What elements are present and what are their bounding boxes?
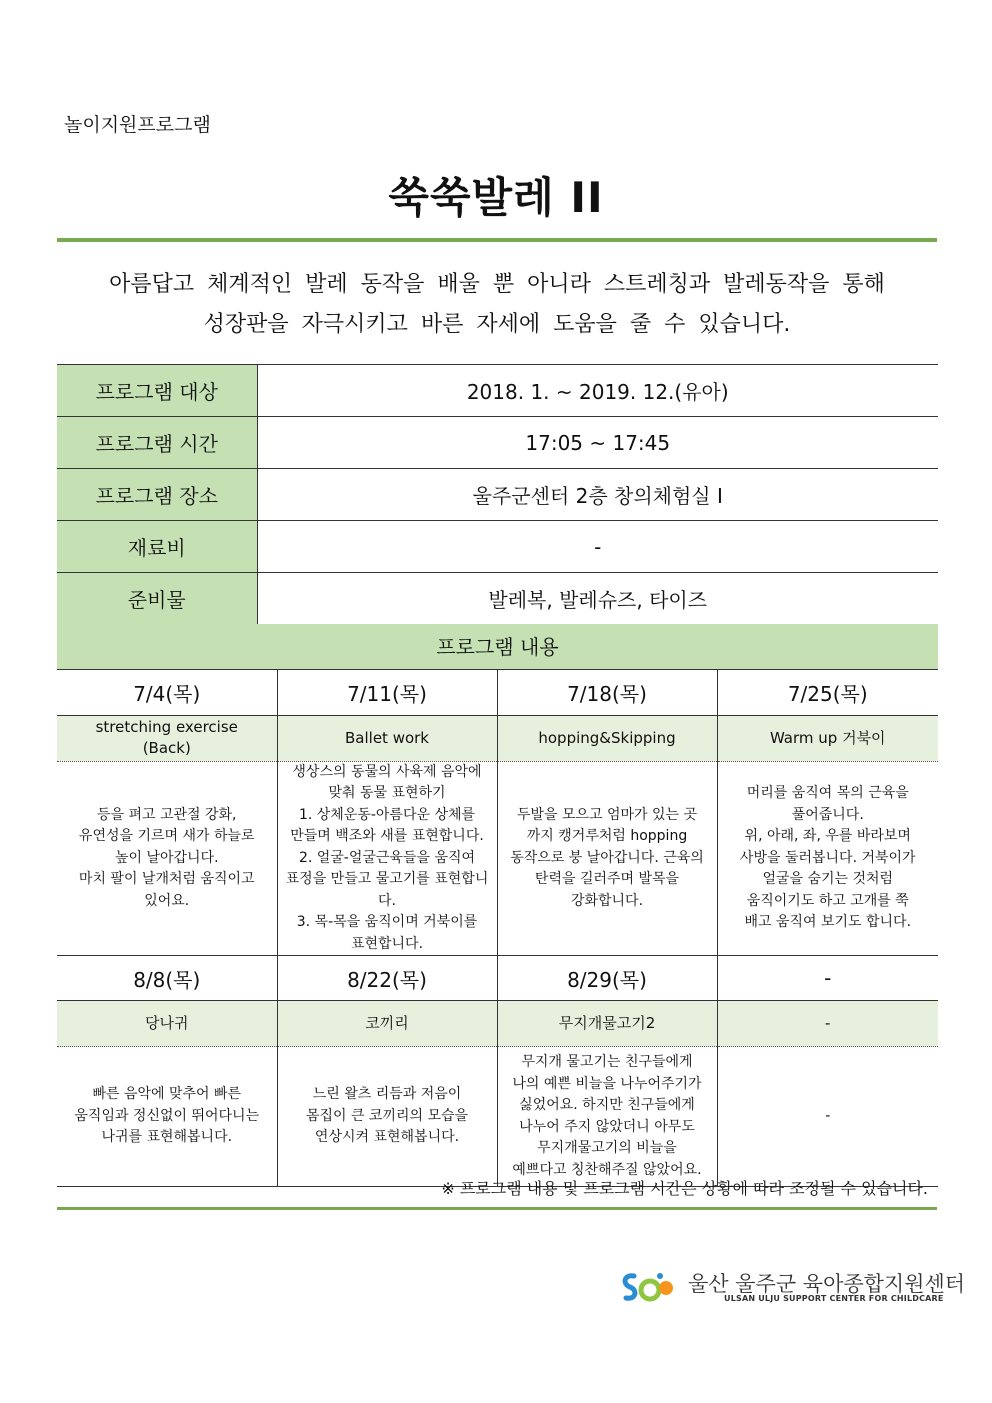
description-line: 움직이기도 하고 고개를 쭉 xyxy=(746,892,909,909)
session-date: - xyxy=(717,956,938,1001)
topic-line: Warm up 거북이 xyxy=(769,728,886,747)
session-topic xyxy=(717,1001,938,1047)
topic-row xyxy=(57,715,938,761)
description-line: 움직임과 정신없이 뛰어다니는 xyxy=(74,1107,260,1124)
bottom-divider xyxy=(57,1207,937,1210)
session-description xyxy=(57,761,277,956)
session-description xyxy=(277,1047,497,1187)
session-topic xyxy=(57,1001,277,1047)
description-line: 빠른 음악에 맞추어 빠른 xyxy=(92,1086,242,1103)
description-line: 마치 팔이 날개처럼 움직이고 xyxy=(78,871,255,887)
description-line: 표정을 만들고 물고기를 표현합니다. xyxy=(285,871,489,909)
description-line: 무지개물고기의 비늘을 xyxy=(537,1140,677,1156)
info-row-supplies xyxy=(57,573,938,625)
intro-text xyxy=(57,265,937,345)
description-line: - xyxy=(825,1107,831,1124)
description-line: 생상스의 동물의 사육제 음악에 xyxy=(292,763,482,780)
description-line: 연상시켜 표현해봅니다. xyxy=(314,1129,460,1146)
info-row-fee xyxy=(57,521,938,573)
session-description xyxy=(717,1047,938,1187)
session-date: 8/8(목) xyxy=(57,956,277,1001)
topic-line: (Back) xyxy=(142,739,191,757)
info-row-time xyxy=(57,417,938,469)
session-topic xyxy=(497,1001,717,1047)
info-value: - xyxy=(257,521,938,573)
description-line: 만들며 백조와 새를 표현합니다. xyxy=(290,828,484,844)
logo-english-text: ULSAN ULJU SUPPORT CENTER FOR CHILDCARE xyxy=(724,1294,944,1303)
description-line: 맞춰 동물 표현하기 xyxy=(328,785,446,801)
session-topic xyxy=(717,715,938,761)
info-label: 프로그램 대상 xyxy=(57,365,257,417)
session-date: 8/22(목) xyxy=(277,956,497,1001)
description-line: 나귀를 표현해봅니다. xyxy=(101,1129,233,1146)
topic-line: - xyxy=(825,1014,831,1032)
description-line: 탄력을 길러주며 발목을 xyxy=(534,871,680,887)
session-date: 7/25(목) xyxy=(717,670,938,715)
info-label: 프로그램 시간 xyxy=(57,417,257,469)
description-line: 강화합니다. xyxy=(570,892,644,909)
session-topic xyxy=(497,715,717,761)
center-logo-icon xyxy=(620,1268,676,1308)
description-row xyxy=(57,1047,938,1187)
program-info-table xyxy=(57,364,938,625)
topic-line: stretching exercise xyxy=(95,718,238,736)
info-value: 17:05 ~ 17:45 xyxy=(257,417,938,469)
description-line: 몸집이 큰 코끼리의 모습을 xyxy=(305,1107,469,1124)
session-description xyxy=(277,761,497,956)
logo-korean-text: 울산 울주군 육아종합지원센터 xyxy=(688,1272,966,1296)
session-description xyxy=(717,761,938,956)
session-date: 7/4(목) xyxy=(57,670,277,715)
description-line: 두발을 모으고 엄마가 있는 곳 xyxy=(516,806,698,823)
description-line: 나의 예쁜 비늘을 나누어주기가 xyxy=(512,1075,702,1092)
session-topic xyxy=(277,1001,497,1047)
topic-line: 무지개물고기2 xyxy=(558,1014,656,1032)
description-line: 사방을 둘러봅니다. 거북이가 xyxy=(739,849,916,866)
description-line: 동작으로 붕 날아갑니다. 근육의 xyxy=(510,849,704,866)
session-description xyxy=(497,761,717,956)
session-date: 7/11(목) xyxy=(277,670,497,715)
adjustment-note: ※ 프로그램 내용 및 프로그램 시간은 상황에 따라 조정될 수 있습니다. xyxy=(441,1179,928,1198)
session-date: 8/29(목) xyxy=(497,956,717,1001)
description-line: 얼굴을 숨기는 것처럼 xyxy=(762,871,894,887)
description-line: 3. 목-목을 움직이며 거북이를 xyxy=(296,914,478,930)
session-description xyxy=(57,1047,277,1187)
description-line: 무지개 물고기는 친구들에게 xyxy=(521,1054,693,1070)
info-row-place xyxy=(57,469,938,521)
description-row xyxy=(57,761,938,956)
description-line: 유연성을 기르며 새가 하늘로 xyxy=(78,828,255,844)
page-title: 쑥쑥발레 II xyxy=(388,173,604,222)
topic-row xyxy=(57,1001,938,1047)
info-label: 프로그램 장소 xyxy=(57,469,257,521)
description-line: 1. 상체운동-아름다운 상체를 xyxy=(298,806,476,823)
session-topic xyxy=(277,715,497,761)
program-content-heading: 프로그램 내용 xyxy=(57,624,938,670)
session-topic xyxy=(57,715,277,761)
description-line: 등을 펴고 고관절 강화, xyxy=(96,806,237,823)
topic-line: Ballet work xyxy=(345,728,429,747)
description-line: 있어요. xyxy=(144,892,190,909)
description-line: 싫었어요. 하지만 친구들에게 xyxy=(519,1097,695,1113)
description-line: 표현합니다. xyxy=(350,935,424,952)
center-logo xyxy=(620,1268,966,1308)
description-line: 2. 얼굴-얼굴근육들을 움직여 xyxy=(298,849,476,866)
info-value: 발레복, 발레슈즈, 타이즈 xyxy=(257,573,938,625)
info-value: 2018. 1. ~ 2019. 12.(유아) xyxy=(257,365,938,417)
topic-line: 코끼리 xyxy=(365,1014,409,1032)
intro-line-2: 성장판을 자극시키고 바른 자세에 도움을 줄 수 있습니다. xyxy=(203,312,791,337)
session-description xyxy=(497,1047,717,1187)
topic-line: hopping&Skipping xyxy=(538,728,676,747)
category-label: 놀이지원프로그램 xyxy=(64,114,211,136)
date-row xyxy=(57,670,938,715)
description-line: 풀어줍니다. xyxy=(791,806,864,823)
info-label: 준비물 xyxy=(57,573,257,625)
intro-line-1: 아름답고 체계적인 발레 동작을 배울 뿐 아니라 스트레칭과 발레동작을 통해 xyxy=(109,272,885,297)
description-line: 높이 날아갑니다. xyxy=(114,849,219,866)
description-line: 예쁘다고 칭찬해주질 않았어요. xyxy=(512,1161,702,1178)
info-row-target xyxy=(57,365,938,417)
info-label: 재료비 xyxy=(57,521,257,573)
description-line: 위, 아래, 좌, 우를 바라보며 xyxy=(744,828,911,844)
schedule-table xyxy=(57,670,938,1187)
date-row xyxy=(57,956,938,1001)
session-date: 7/18(목) xyxy=(497,670,717,715)
description-line: 느린 왈츠 리듬과 저음이 xyxy=(312,1086,462,1103)
description-line: 나누어 주지 않았더니 아무도 xyxy=(519,1118,695,1135)
description-line: 머리를 움직여 목의 근육을 xyxy=(746,785,909,801)
topic-line: 당나귀 xyxy=(145,1014,189,1032)
top-divider xyxy=(57,238,937,242)
description-line: 배고 움직여 보기도 합니다. xyxy=(744,914,912,930)
description-line: 까지 캥거루처럼 hopping xyxy=(526,828,688,844)
info-value: 울주군센터 2층 창의체험실 I xyxy=(257,469,938,521)
